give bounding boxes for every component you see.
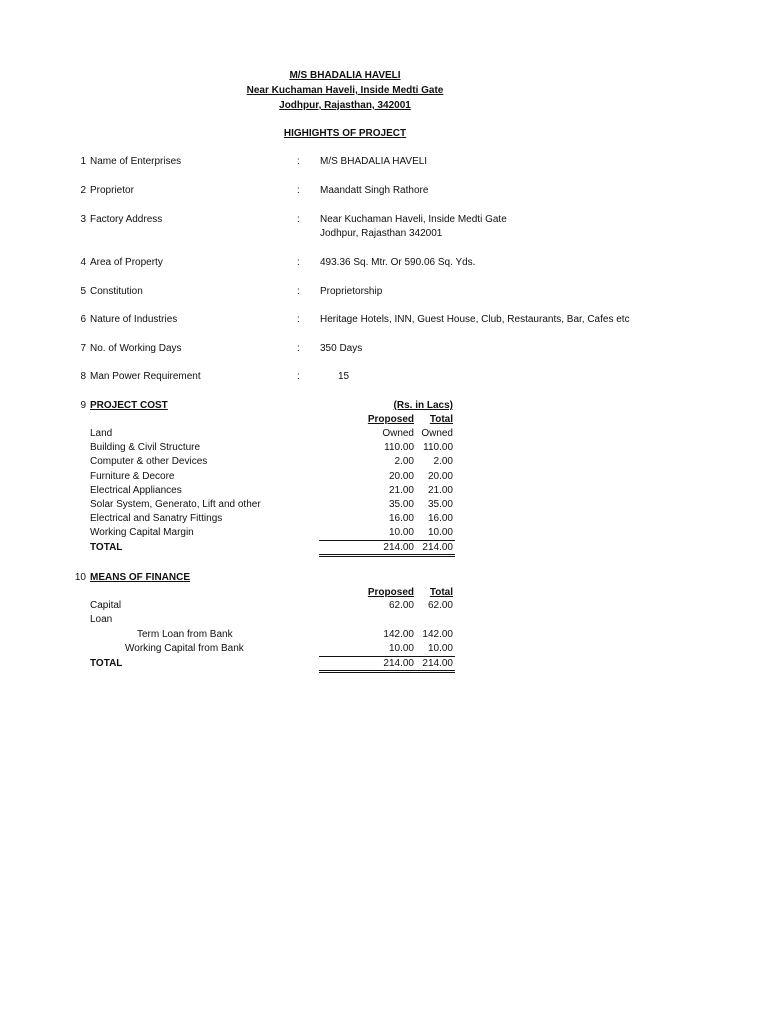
highlight-row-factory-address [0,214,768,226]
row-label: Area of Property [90,257,163,268]
cost-total: 10.00 [427,527,453,538]
total-rule-bottom-1 [319,670,455,671]
row-number: 3 [80,214,86,225]
highlight-row-proprietor [0,185,768,197]
cost-proposed: 110.00 [384,442,414,453]
cost-proposed: 2.00 [394,456,414,467]
finance-item-label: Working Capital from Bank [125,643,244,654]
highlight-row-area [0,257,768,269]
row-label: Nature of Industries [90,314,178,325]
finance-total: 62.00 [427,600,453,611]
finance-item-label: Capital [90,600,122,611]
row-label: Name of Enterprises [90,156,182,167]
cost-total: Owned [421,428,453,439]
finance-proposed: 62.00 [388,600,414,611]
row-value: Near Kuchaman Haveli, Inside Medti Gate [320,214,507,225]
highlight-row-enterprise [0,156,768,168]
highlight-row-constitution [0,286,768,298]
table-row [0,527,768,539]
total-proposed: 214.00 [383,658,414,669]
table-row [0,485,768,497]
cost-item-label: Building & Civil Structure [90,442,201,453]
cost-item-label: Land [90,428,113,439]
row-number: 5 [80,286,86,297]
cost-item-label: Electrical Appliances [90,485,182,496]
means-of-finance-heading [0,572,768,584]
total-rule-bottom-2 [319,556,455,557]
cost-total: 21.00 [427,485,453,496]
total-label: TOTAL [90,658,123,669]
row-colon: : [297,257,300,268]
firm-name: M/S BHADALIA HAVELI [289,70,401,81]
row-label: No. of Working Days [90,343,182,354]
cost-item-label: Computer & other Devices [90,456,208,467]
row-label: Proprietor [90,185,134,196]
col-header-proposed: Proposed [367,414,414,425]
cost-total: 2.00 [433,456,453,467]
total-rule-top [319,540,455,541]
table-row [0,643,768,655]
highlight-row-factory-address-line2 [0,228,768,240]
total-rule-top [319,656,455,657]
row-colon: : [297,371,300,382]
total-label: TOTAL [90,542,123,553]
row-colon: : [297,314,300,325]
row-number: 6 [80,314,86,325]
row-colon: : [297,343,300,354]
col-header-total: Total [429,587,453,598]
table-row [0,600,768,612]
cost-proposed: 10.00 [388,527,414,538]
col-header-proposed: Proposed [367,587,414,598]
table-row [0,428,768,440]
firm-address-line2: Jodhpur, Rajasthan, 342001 [279,100,411,111]
row-label: Constitution [90,286,143,297]
finance-total-row [0,658,768,670]
cost-proposed: Owned [382,428,414,439]
project-cost-heading [0,400,768,412]
highlight-row-manpower [0,371,768,383]
cost-proposed: 16.00 [388,513,414,524]
row-colon: : [297,185,300,196]
finance-total: 142.00 [422,629,453,640]
row-number: 1 [80,156,86,167]
finance-total: 10.00 [427,643,453,654]
cost-proposed: 35.00 [388,499,414,510]
total-rule-bottom-2 [319,672,455,673]
section-title: HIGHIGHTS OF PROJECT [283,128,407,139]
row-number: 2 [80,185,86,196]
highlight-row-nature [0,314,768,326]
row-number: 8 [80,371,86,382]
row-value: Heritage Hotels, INN, Guest House, Club, Restaurants, Bar, Cafes etc [320,314,630,325]
firm-address-line1: Near Kuchaman Haveli, Inside Medti Gate [246,85,444,96]
table-row [0,456,768,468]
table-row [0,513,768,525]
cost-total: 35.00 [427,499,453,510]
row-number: 4 [80,257,86,268]
finance-proposed: 142.00 [383,629,414,640]
cost-item-label: Working Capital Margin [90,527,194,538]
row-colon: : [297,156,300,167]
cost-item-label: Electrical and Sanatry Fittings [90,513,223,524]
total-proposed: 214.00 [383,542,414,553]
table-row [0,614,768,626]
cost-item-label: Furniture & Decore [90,471,175,482]
table-row [0,629,768,641]
col-header-total: Total [429,414,453,425]
row-value: Proprietorship [320,286,383,297]
row-value-line2: Jodhpur, Rajasthan 342001 [320,228,443,239]
highlight-row-working-days [0,343,768,355]
total-total: 214.00 [422,542,453,553]
project-cost-column-headers [0,414,768,426]
total-rule-bottom-1 [319,554,455,555]
finance-item-label: Term Loan from Bank [137,629,233,640]
cost-item-label: Solar System, Generato, Lift and other [90,499,261,510]
table-row [0,471,768,483]
total-total: 214.00 [422,658,453,669]
table-row [0,499,768,511]
row-value: Maandatt Singh Rathore [320,185,429,196]
cost-proposed: 20.00 [388,471,414,482]
finance-item-label: Loan [90,614,113,625]
row-label: Man Power Requirement [90,371,201,382]
cost-total: 110.00 [423,442,453,453]
finance-column-headers [0,587,768,599]
section-number: 9 [80,400,86,411]
cost-total: 16.00 [427,513,453,524]
row-label: Factory Address [90,214,163,225]
row-value: M/S BHADALIA HAVELI [320,156,428,167]
row-colon: : [297,214,300,225]
finance-proposed: 10.00 [388,643,414,654]
row-value: 15 [338,371,350,382]
project-cost-total-row [0,542,768,554]
section-number: 10 [74,572,86,583]
row-value: 350 Days [320,343,363,354]
row-colon: : [297,286,300,297]
section-heading: MEANS OF FINANCE [90,572,190,583]
row-value: 493.36 Sq. Mtr. Or 590.06 Sq. Yds. [320,257,476,268]
table-row [0,442,768,454]
cost-proposed: 21.00 [388,485,414,496]
cost-total: 20.00 [427,471,453,482]
row-number: 7 [80,343,86,354]
unit-label: (Rs. in Lacs) [393,400,453,411]
section-heading: PROJECT COST [90,400,168,411]
